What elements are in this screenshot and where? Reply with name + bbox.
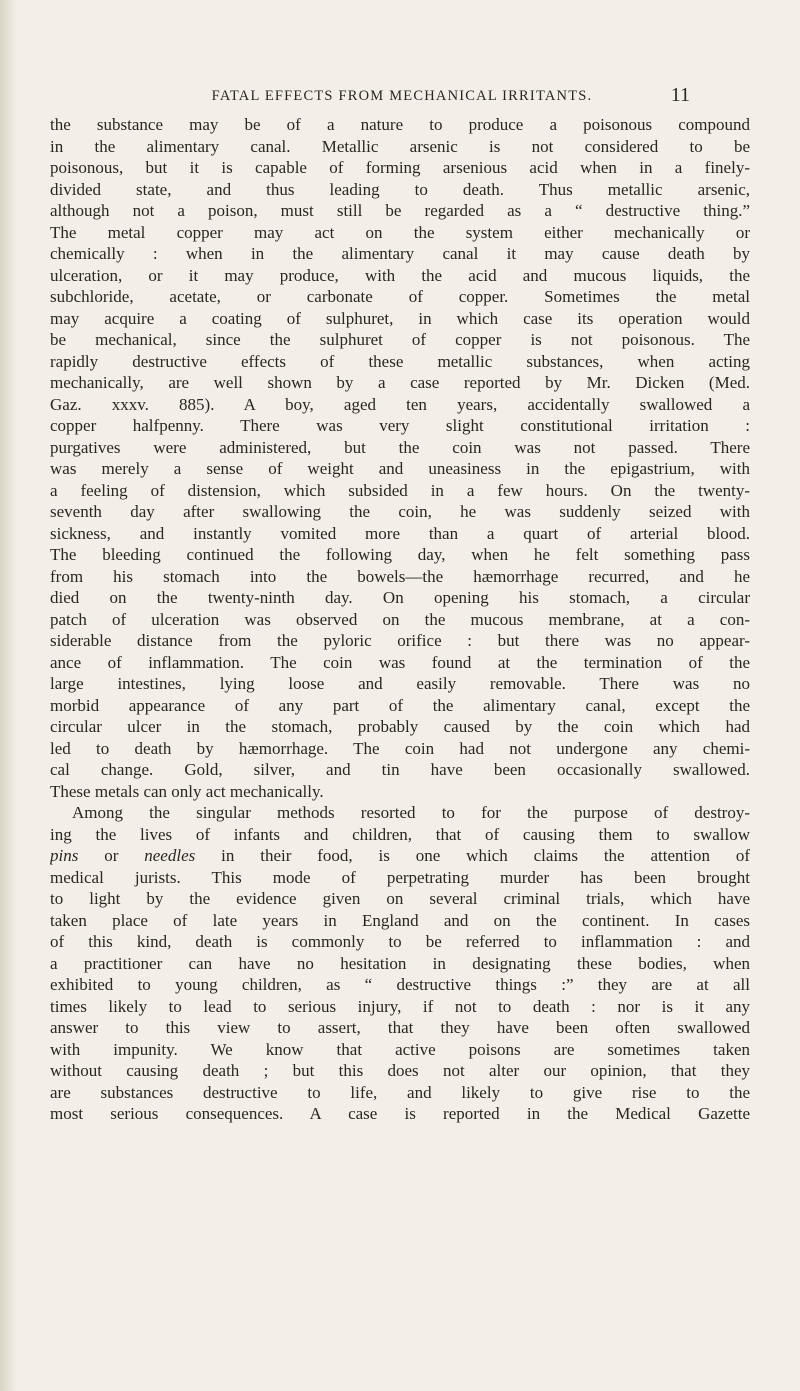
- text-line: exhibited to young children, as “ destructive things :” they are at all: [50, 975, 750, 994]
- text-line: copper halfpenny. There was very slight constitutional irritation :: [50, 416, 750, 435]
- text-line: in the alimentary canal. Metallic arsenic is not considered to be: [50, 136, 750, 156]
- text-line: ance of inflammation. The coin was found at the termination of the: [50, 652, 750, 672]
- text-line: times likely to lead to serious injury, if not to death : nor is it any: [50, 996, 750, 1016]
- text-line: cal change. Gold, silver, and tin have been occasionally swallowed.: [50, 760, 750, 779]
- paragraph-end-line: These metals can only act mechanically.: [50, 781, 324, 801]
- text-line-rest: in their food, is one which claims the attention of: [221, 846, 750, 865]
- text-line: mechanically, are well shown by a case reported by Mr. Dicken (Med.: [50, 373, 750, 392]
- text-line: may acquire a coating of sulphuret, in which case its operation would: [50, 308, 750, 328]
- running-title: FATAL EFFECTS FROM MECHANICAL IRRITANTS.: [211, 88, 593, 104]
- text-line: ing the lives of infants and children, that of causing them to swallow: [50, 824, 750, 844]
- text-line: from his stomach into the bowels—the hæmorrhage recurred, and he: [50, 566, 750, 586]
- text-line: medical jurists. This mode of perpetrating murder has been brought: [50, 867, 750, 887]
- text-line: was merely a sense of weight and uneasiness in the epigastrium, with: [50, 459, 750, 478]
- text-line: circular ulcer in the stomach, probably caused by the coin which had: [50, 717, 750, 736]
- text-line: Gaz. xxxv. 885). A boy, aged ten years, accidentally swallowed a: [50, 394, 750, 414]
- text-line: with impunity. We know that active poisons are sometimes taken: [50, 1039, 750, 1059]
- text-line: morbid appearance of any part of the alimentary canal, except the: [50, 695, 750, 715]
- text-line: are substances destructive to life, and likely to give rise to the: [50, 1082, 750, 1102]
- text-line: chemically : when in the alimentary canal it may cause death by: [50, 244, 750, 263]
- page-gutter-shadow: [0, 0, 16, 1391]
- text-line: a practitioner can have no hesitation in designating these bodies, when: [50, 953, 750, 973]
- italic-word-needles: needles: [144, 846, 196, 865]
- text-line: although not a poison, must still be regarded as a “ destructive thing.”: [50, 201, 750, 220]
- text-line: The bleeding continued the following day, when he felt something pass: [50, 545, 750, 564]
- text-line: without causing death ; but this does not alter our opinion, that they: [50, 1061, 750, 1080]
- text-line: answer to this view to assert, that they have been often swallowed: [50, 1018, 750, 1037]
- text-line: be mechanical, since the sulphuret of copper is not poisonous. The: [50, 330, 750, 349]
- text-line: divided state, and thus leading to death. Thus metallic arsenic,: [50, 179, 750, 199]
- running-head: [114, 84, 690, 108]
- text-line: ulceration, or it may produce, with the acid and mucous liquids, the: [50, 265, 750, 285]
- text-line: poisonous, but it is capable of forming arsenious acid when in a finely-: [50, 158, 750, 177]
- italic-word-pins: pins: [50, 846, 79, 865]
- body-text: [50, 114, 750, 1125]
- text-line: led to death by hæmorrhage. The coin had not undergone any chemi-: [50, 738, 750, 758]
- text-line: died on the twenty-ninth day. On opening his stomach, a circular: [50, 588, 750, 607]
- text-line: of this kind, death is commonly to be referred to inflammation : and: [50, 932, 750, 951]
- text-line: patch of ulceration was observed on the mucous membrane, at a con-: [50, 609, 750, 629]
- text-line: siderable distance from the pyloric orifice : but there was no appear-: [50, 631, 750, 650]
- text-line: most serious consequences. A case is reported in the Medical Gazette: [50, 1104, 750, 1123]
- italic-joiner: or: [78, 846, 145, 865]
- text-line: subchloride, acetate, or carbonate of copper. Sometimes the metal: [50, 287, 750, 306]
- paragraph-start-line: Among the singular methods resorted to for the purpose of destroy-: [72, 803, 750, 822]
- text-line: sickness, and instantly vomited more than a quart of arterial blood.: [50, 523, 750, 543]
- page-number: 11: [670, 84, 690, 106]
- text-line: large intestines, lying loose and easily removable. There was no: [50, 674, 750, 693]
- text-line: purgatives were administered, but the coin was not passed. There: [50, 437, 750, 457]
- text-line: the substance may be of a nature to produce a poisonous compound: [50, 115, 750, 134]
- text-line: The metal copper may act on the system either mechanically or: [50, 222, 750, 242]
- text-line: a feeling of distension, which subsided in a few hours. On the twenty-: [50, 480, 750, 500]
- text-line: to light by the evidence given on several criminal trials, which have: [50, 889, 750, 908]
- text-line: seventh day after swallowing the coin, he was suddenly seized with: [50, 502, 750, 521]
- text-line: rapidly destructive effects of these metallic substances, when acting: [50, 351, 750, 371]
- text-line: taken place of late years in England and on the continent. In cases: [50, 910, 750, 930]
- text-line-with-italics: [50, 845, 750, 867]
